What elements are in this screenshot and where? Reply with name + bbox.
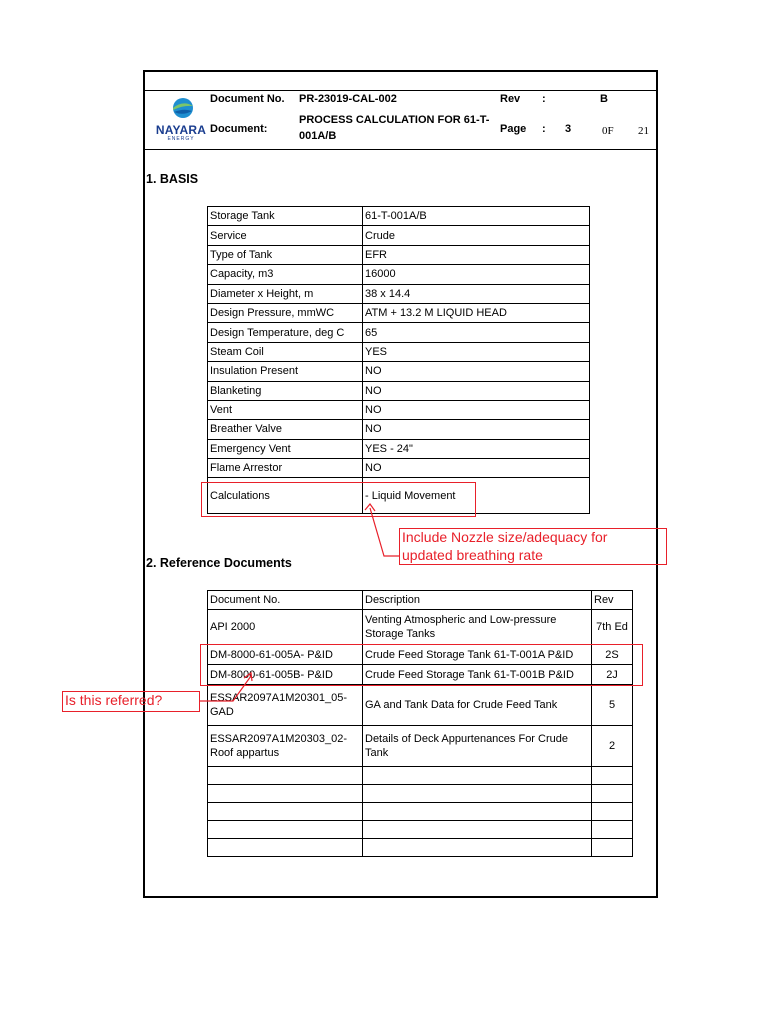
reference-empty-cell <box>208 803 363 821</box>
reference-row <box>208 726 633 767</box>
reference-doc-cell: API 2000 <box>208 610 363 645</box>
reference-empty-row <box>208 803 633 821</box>
rev-value: B <box>600 93 608 105</box>
logo-mark-icon <box>170 96 196 120</box>
document-label: Document: <box>210 123 268 135</box>
reference-empty-cell <box>592 803 633 821</box>
reference-empty-cell <box>208 821 363 839</box>
reference-desc-cell: Crude Feed Storage Tank 61-T-001A P&ID <box>363 645 592 665</box>
reference-empty-cell <box>592 839 633 857</box>
basis-heading: 1. BASIS <box>146 172 199 186</box>
rev-colon: : <box>542 93 546 105</box>
nayara-logo <box>150 94 208 144</box>
basis-label-cell: Design Temperature, deg C <box>208 323 363 342</box>
reference-desc-cell: Details of Deck Appurtenances For Crude Tank <box>363 726 592 767</box>
basis-value-cell: NO <box>363 400 590 419</box>
reference-empty-cell <box>363 767 592 785</box>
basis-value-cell: YES <box>363 342 590 361</box>
basis-value-cell: YES - 24" <box>363 439 590 458</box>
page-number: 3 <box>565 123 572 135</box>
pid-rows-highlight-box <box>200 644 643 686</box>
basis-value-cell: 65 <box>363 323 590 342</box>
references-heading: 2. Reference Documents <box>146 556 292 570</box>
basis-value-cell: NO <box>363 459 590 478</box>
reference-empty-row <box>208 767 633 785</box>
basis-value-cell: 16000 <box>363 265 590 284</box>
basis-row <box>208 245 590 264</box>
basis-row <box>208 207 590 226</box>
page-colon: : <box>542 123 546 135</box>
reference-desc-cell: Venting Atmospheric and Low-pressure Storage Tanks <box>363 610 592 645</box>
basis-value-cell: EFR <box>363 245 590 264</box>
reference-doc-cell: DM-8000-61-005B- P&ID <box>208 665 363 685</box>
basis-value-cell: NO <box>363 362 590 381</box>
basis-row <box>208 265 590 284</box>
reference-header-row <box>208 591 633 610</box>
nozzle-comment-line2: updated breathing rate <box>402 547 543 563</box>
basis-row <box>208 420 590 439</box>
basis-value-cell: 61-T-001A/B <box>363 207 590 226</box>
basis-row <box>208 400 590 419</box>
basis-label-cell: Design Pressure, mmWC <box>208 303 363 322</box>
basis-label-cell: Diameter x Height, m <box>208 284 363 303</box>
reference-empty-cell <box>363 785 592 803</box>
reference-empty-cell <box>363 839 592 857</box>
basis-label-cell: Flame Arrestor <box>208 459 363 478</box>
reference-empty-cell <box>208 785 363 803</box>
basis-row <box>208 284 590 303</box>
basis-label-cell: Blanketing <box>208 381 363 400</box>
basis-value-cell: - Liquid Movement <box>363 478 590 514</box>
rev-label: Rev <box>500 93 521 105</box>
reference-empty-cell <box>208 839 363 857</box>
reference-rev-cell: 2 <box>592 726 633 767</box>
reference-row <box>208 610 633 645</box>
reference-column-header: Document No. <box>208 591 363 610</box>
reference-empty-cell <box>592 821 633 839</box>
reference-empty-row <box>208 785 633 803</box>
header-top-rule <box>145 90 656 91</box>
reference-desc-cell: Crude Feed Storage Tank 61-T-001B P&ID <box>363 665 592 685</box>
reference-rev-cell: 7th Ed <box>592 610 633 645</box>
basis-label-cell: Breather Valve <box>208 420 363 439</box>
reference-empty-cell <box>592 785 633 803</box>
reference-desc-cell: GA and Tank Data for Crude Feed Tank <box>363 685 592 726</box>
basis-label-cell: Emergency Vent <box>208 439 363 458</box>
page-total: 21 <box>638 125 649 137</box>
basis-label-cell: Service <box>208 226 363 245</box>
basis-row <box>208 459 590 478</box>
reference-documents-table <box>207 590 633 857</box>
basis-label-cell: Calculations <box>208 478 363 514</box>
basis-value-cell: NO <box>363 420 590 439</box>
basis-row <box>208 439 590 458</box>
reference-empty-cell <box>363 803 592 821</box>
basis-value-cell: ATM + 13.2 M LIQUID HEAD <box>363 303 590 322</box>
header-bottom-rule <box>145 149 656 150</box>
document-title-line1: PROCESS CALCULATION FOR 61-T- <box>299 114 490 126</box>
reference-doc-cell: DM-8000-61-005A- P&ID <box>208 645 363 665</box>
basis-row <box>208 303 590 322</box>
reference-column-header: Description <box>363 591 592 610</box>
logo-subtext: ENERGY <box>167 136 195 142</box>
basis-row <box>208 226 590 245</box>
basis-value-cell: Crude <box>363 226 590 245</box>
basis-row <box>208 323 590 342</box>
basis-label-cell: Insulation Present <box>208 362 363 381</box>
basis-row <box>208 342 590 361</box>
nozzle-comment-line1: Include Nozzle size/adequacy for <box>402 529 608 545</box>
doc-no-label: Document No. <box>210 93 285 105</box>
reference-empty-cell <box>363 821 592 839</box>
reference-rev-cell: 2J <box>592 665 633 685</box>
logo-wordmark: NAYARA <box>155 123 207 137</box>
reference-doc-cell: ESSAR2097A1M20303_02-Roof appartus <box>208 726 363 767</box>
basis-label-cell: Type of Tank <box>208 245 363 264</box>
basis-label-cell: Steam Coil <box>208 342 363 361</box>
reference-doc-cell: ESSAR2097A1M20301_05-GAD <box>208 685 363 726</box>
doc-no-value: PR-23019-CAL-002 <box>299 93 397 105</box>
reference-empty-row <box>208 821 633 839</box>
basis-row <box>208 381 590 400</box>
basis-value-cell: NO <box>363 381 590 400</box>
reference-rev-cell: 2S <box>592 645 633 665</box>
basis-label-cell: Vent <box>208 400 363 419</box>
basis-table <box>207 206 590 514</box>
calculations-highlight-box <box>201 482 476 517</box>
basis-label-cell: Storage Tank <box>208 207 363 226</box>
reference-rev-cell: 5 <box>592 685 633 726</box>
page-label: Page <box>500 123 527 135</box>
document-title-line2: 001A/B <box>299 130 337 142</box>
page-of-label: 0F <box>602 125 614 137</box>
reference-row <box>208 685 633 726</box>
basis-value-cell: 38 x 14.4 <box>363 284 590 303</box>
basis-row <box>208 362 590 381</box>
reference-column-header: Rev <box>592 591 633 610</box>
reference-empty-cell <box>208 767 363 785</box>
reference-empty-cell <box>592 767 633 785</box>
basis-label-cell: Capacity, m3 <box>208 265 363 284</box>
reference-empty-row <box>208 839 633 857</box>
referred-comment: Is this referred? <box>65 692 163 708</box>
